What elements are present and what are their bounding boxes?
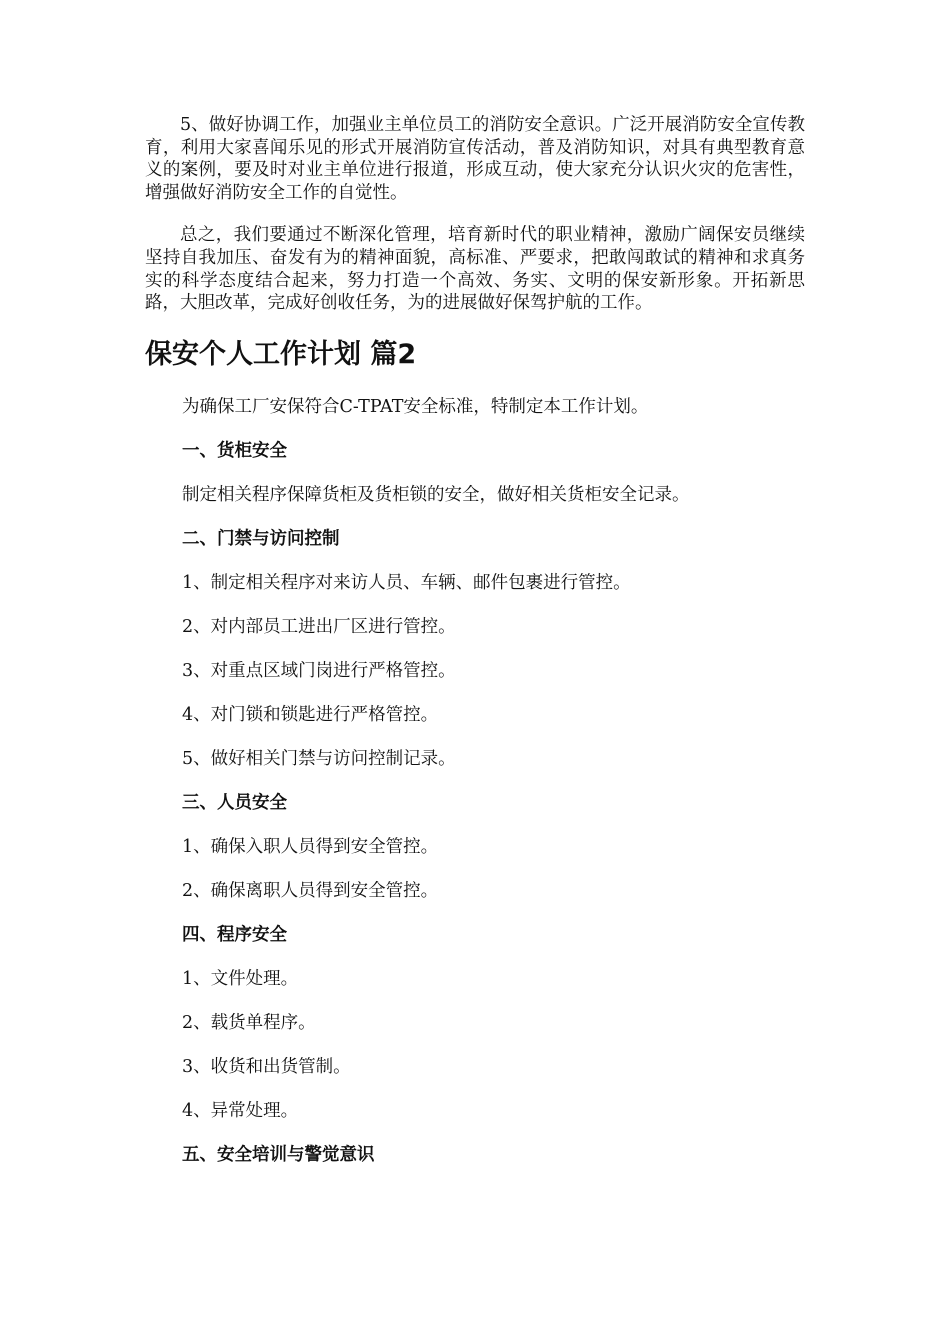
list-item: 4、对门锁和锁匙进行严格管控。 [182,704,439,725]
document-page [145,114,805,1187]
list-item: 3、收货和出货管制。 [182,1056,351,1077]
list-item: 2、对内部员工进出厂区进行管控。 [182,616,456,637]
list-item: 5、做好相关门禁与访问控制记录。 [182,748,456,769]
paragraph-item-5: 5、做好协调工作，加强业主单位员工的消防安全意识。广泛开展消防安全宣传教育，利用大家喜闻乐见的形式开展消防宣传活动，普及消防知识，对具有典型教育意义的案例，要及时对业主单位进行报道，形成互动，使大家充分认识火灾的危害性，增强做好消防安全工作的自觉性。 [145,115,805,203]
list-item: 2、确保离职人员得到安全管控。 [182,880,439,901]
list-item: 3、对重点区域门岗进行严格管控。 [182,660,456,681]
paragraph-summary: 总之，我们要通过不断深化管理，培育新时代的职业精神，激励广阔保安员继续坚持自我加压、奋发有为的精神面貌，高标准、严要求，把敢闯敢试的精神和求真务实的科学态度结合起来，努力打造一个高效、务实、文明的保安新形象。开拓新思路，大胆改革，完成好创收任务，为的进展做好保驾护航的工作。 [145,225,805,314]
subheading-training-awareness: 五、安全培训与警觉意识 [182,1144,375,1165]
subheading-access-control: 二、门禁与访问控制 [182,528,340,549]
list-item: 1、确保入职人员得到安全管控。 [182,836,439,857]
list-item: 1、制定相关程序对来访人员、车辆、邮件包裹进行管控。 [182,572,631,593]
list-item: 制定相关程序保障货柜及货柜锁的安全，做好相关货柜安全记录。 [182,484,690,505]
list-item: 4、异常处理。 [182,1100,299,1121]
list-item: 1、文件处理。 [182,968,299,989]
section-title: 保安个人工作计划 篇2 [145,338,417,370]
subheading-personnel-security: 三、人员安全 [182,792,287,813]
list-item: 2、载货单程序。 [182,1012,316,1033]
subheading-procedural-security: 四、程序安全 [182,924,287,945]
purpose-text: 为确保工厂安保符合C-TPAT安全标准，特制定本工作计划。 [182,396,649,417]
subheading-container-security: 一、货柜安全 [182,440,287,461]
